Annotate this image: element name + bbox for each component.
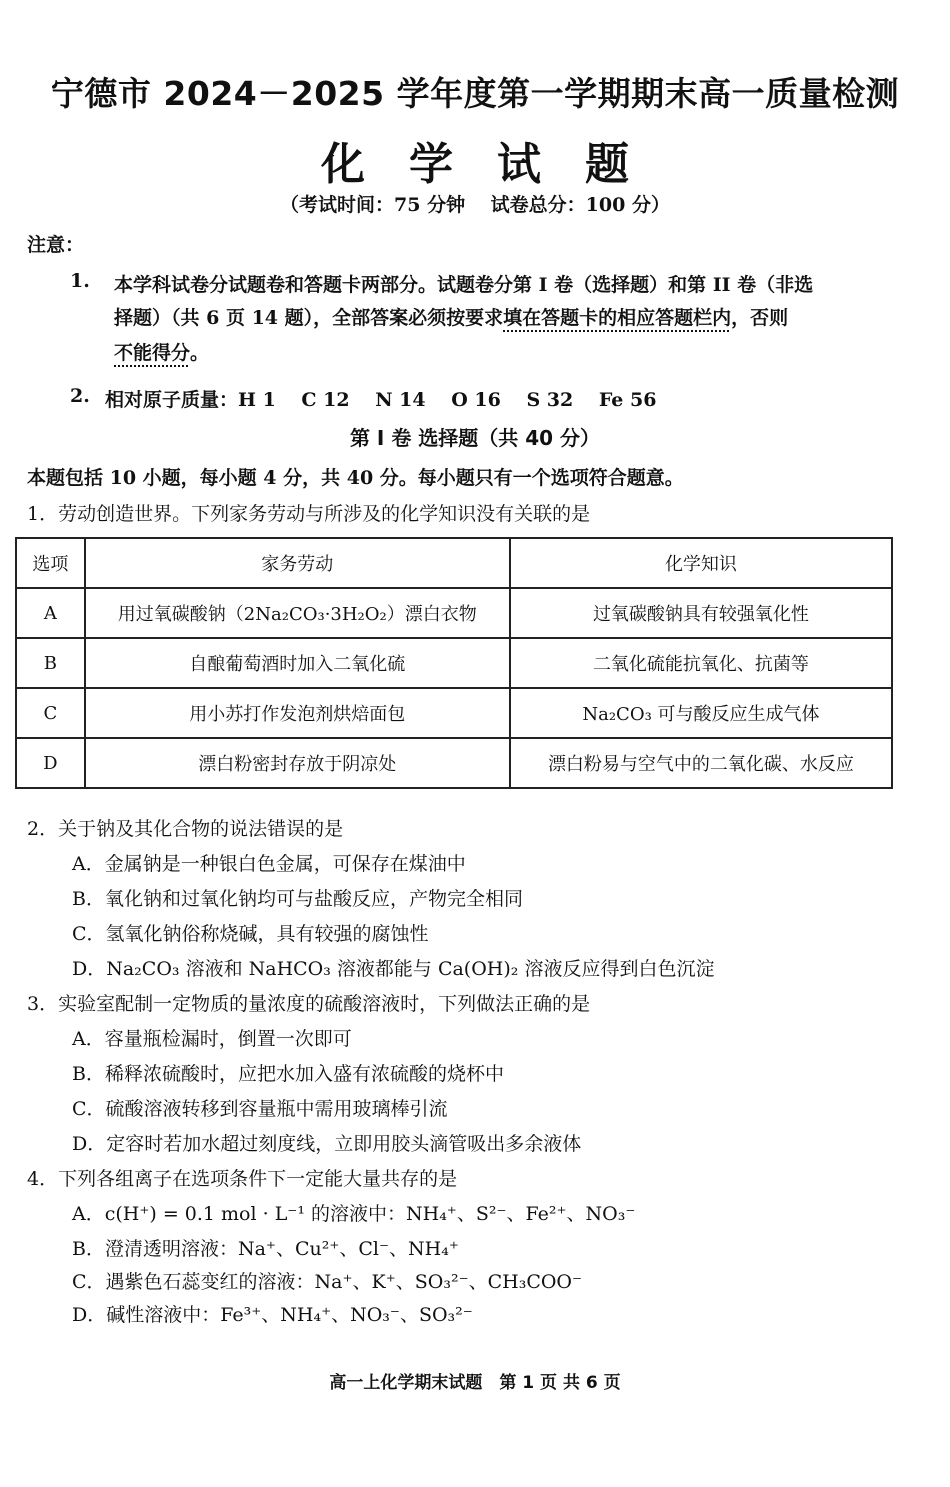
table-header: 家务劳动 xyxy=(85,538,510,588)
q3-option-c: C．硫酸溶液转移到容量瓶中需用玻璃棒引流 xyxy=(72,1098,448,1120)
q3-option-b: B．稀释浓硫酸时，应把水加入盛有浓硫酸的烧杯中 xyxy=(72,1063,504,1085)
notice-item1-line2-c: ，否则 xyxy=(731,307,789,329)
q4-option-b: B．澄清透明溶液：Na⁺、Cu²⁺、Cl⁻、NH₄⁺ xyxy=(72,1238,459,1260)
q1-table xyxy=(15,537,893,789)
table-cell-option: C xyxy=(16,688,85,738)
table-cell-labor: 自酿葡萄酒时加入二氧化硫 xyxy=(85,638,510,688)
q4-option-c: C．遇紫色石蕊变红的溶液：Na⁺、K⁺、SO₃²⁻、CH₃COO⁻ xyxy=(72,1271,583,1293)
q4-stem: 4．下列各组离子在选项条件下一定能大量共存的是 xyxy=(27,1168,458,1190)
exam-title: 宁德市 2024－2025 学年度第一学期期末高一质量检测 xyxy=(50,74,900,113)
table-cell-option: A xyxy=(16,588,85,638)
subject-title: 化学试题 xyxy=(321,139,673,190)
q2-option-d: D．Na₂CO₃ 溶液和 NaHCO₃ 溶液都能与 Ca(OH)₂ 溶液反应得到白色沉淀 xyxy=(72,958,715,980)
notice-item1-line2 xyxy=(114,303,788,330)
table-row xyxy=(16,738,892,788)
table-cell-knowledge: Na₂CO₃ 可与酸反应生成气体 xyxy=(510,688,892,738)
q3-stem: 3．实验室配制一定物质的量浓度的硫酸溶液时，下列做法正确的是 xyxy=(27,993,591,1015)
q3-option-d: D．定容时若加水超过刻度线，立即用胶头滴管吸出多余液体 xyxy=(72,1133,582,1155)
q2-option-b: B．氧化钠和过氧化钠均可与盐酸反应，产物完全相同 xyxy=(72,888,523,910)
q2-stem: 2．关于钠及其化合物的说法错误的是 xyxy=(27,818,344,840)
table-header-row xyxy=(16,538,892,588)
table-row xyxy=(16,638,892,688)
notice-item1-line3 xyxy=(114,338,209,365)
section-title: 第 I 卷 选择题（共 40 分） xyxy=(349,426,601,450)
section-intro: 本题包括 10 小题，每小题 4 分，共 40 分。每小题只有一个选项符合题意。 xyxy=(27,467,684,489)
q2-option-c: C．氢氧化钠俗称烧碱，具有较强的腐蚀性 xyxy=(72,923,429,945)
table-cell-knowledge: 过氧碳酸钠具有较强氧化性 xyxy=(510,588,892,638)
q4-option-d: D．碱性溶液中：Fe³⁺、NH₄⁺、NO₃⁻、SO₃²⁻ xyxy=(72,1304,473,1326)
q3-option-a: A．容量瓶检漏时，倒置一次即可 xyxy=(72,1028,352,1050)
notice-label: 注意： xyxy=(27,234,85,256)
exam-meta: （考试时间：75 分钟 试卷总分：100 分） xyxy=(280,194,670,216)
notice-item1-line2-a: 择题）（共 6 页 14 题），全部答案必须按要求 xyxy=(114,307,504,329)
table-cell-labor: 漂白粉密封存放于阴凉处 xyxy=(85,738,510,788)
table-header: 化学知识 xyxy=(510,538,892,588)
q1-stem: 1．劳动创造世界。下列家务劳动与所涉及的化学知识没有关联的是 xyxy=(27,503,591,525)
q2-option-a: A．金属钠是一种银白色金属，可保存在煤油中 xyxy=(72,853,466,875)
page-footer: 高一上化学期末试题 第 1 页 共 6 页 xyxy=(329,1373,621,1393)
table-cell-labor: 用小苏打作发泡剂烘焙面包 xyxy=(85,688,510,738)
notice-item1-line1: 本学科试卷分试题卷和答题卡两部分。试题卷分第 I 卷（选择题）和第 II 卷（非选 xyxy=(114,274,814,296)
table-cell-knowledge: 漂白粉易与空气中的二氧化碳、水反应 xyxy=(510,738,892,788)
notice-emphasis-2: 不能得分 xyxy=(114,342,191,364)
notice-item1-num: 1. xyxy=(70,270,90,292)
table-cell-option: D xyxy=(16,738,85,788)
q4-option-a: A．c(H⁺) = 0.1 mol · L⁻¹ 的溶液中：NH₄⁺、S²⁻、Fe²⁺、NO₃⁻ xyxy=(72,1203,636,1225)
table-header: 选项 xyxy=(16,538,85,588)
table-cell-knowledge: 二氧化硫能抗氧化、抗菌等 xyxy=(510,638,892,688)
notice-item2-text: 相对原子质量：H 1 C 12 N 14 O 16 S 32 Fe 56 xyxy=(105,389,657,411)
notice-item2-num: 2. xyxy=(70,385,90,407)
table-row xyxy=(16,688,892,738)
table-cell-option: B xyxy=(16,638,85,688)
table-cell-labor: 用过氧碳酸钠（2Na₂CO₃·3H₂O₂）漂白衣物 xyxy=(85,588,510,638)
table-row xyxy=(16,588,892,638)
notice-item1-line3-end: 。 xyxy=(190,342,210,364)
notice-emphasis: 填在答题卡的相应答题栏内 xyxy=(503,307,732,329)
